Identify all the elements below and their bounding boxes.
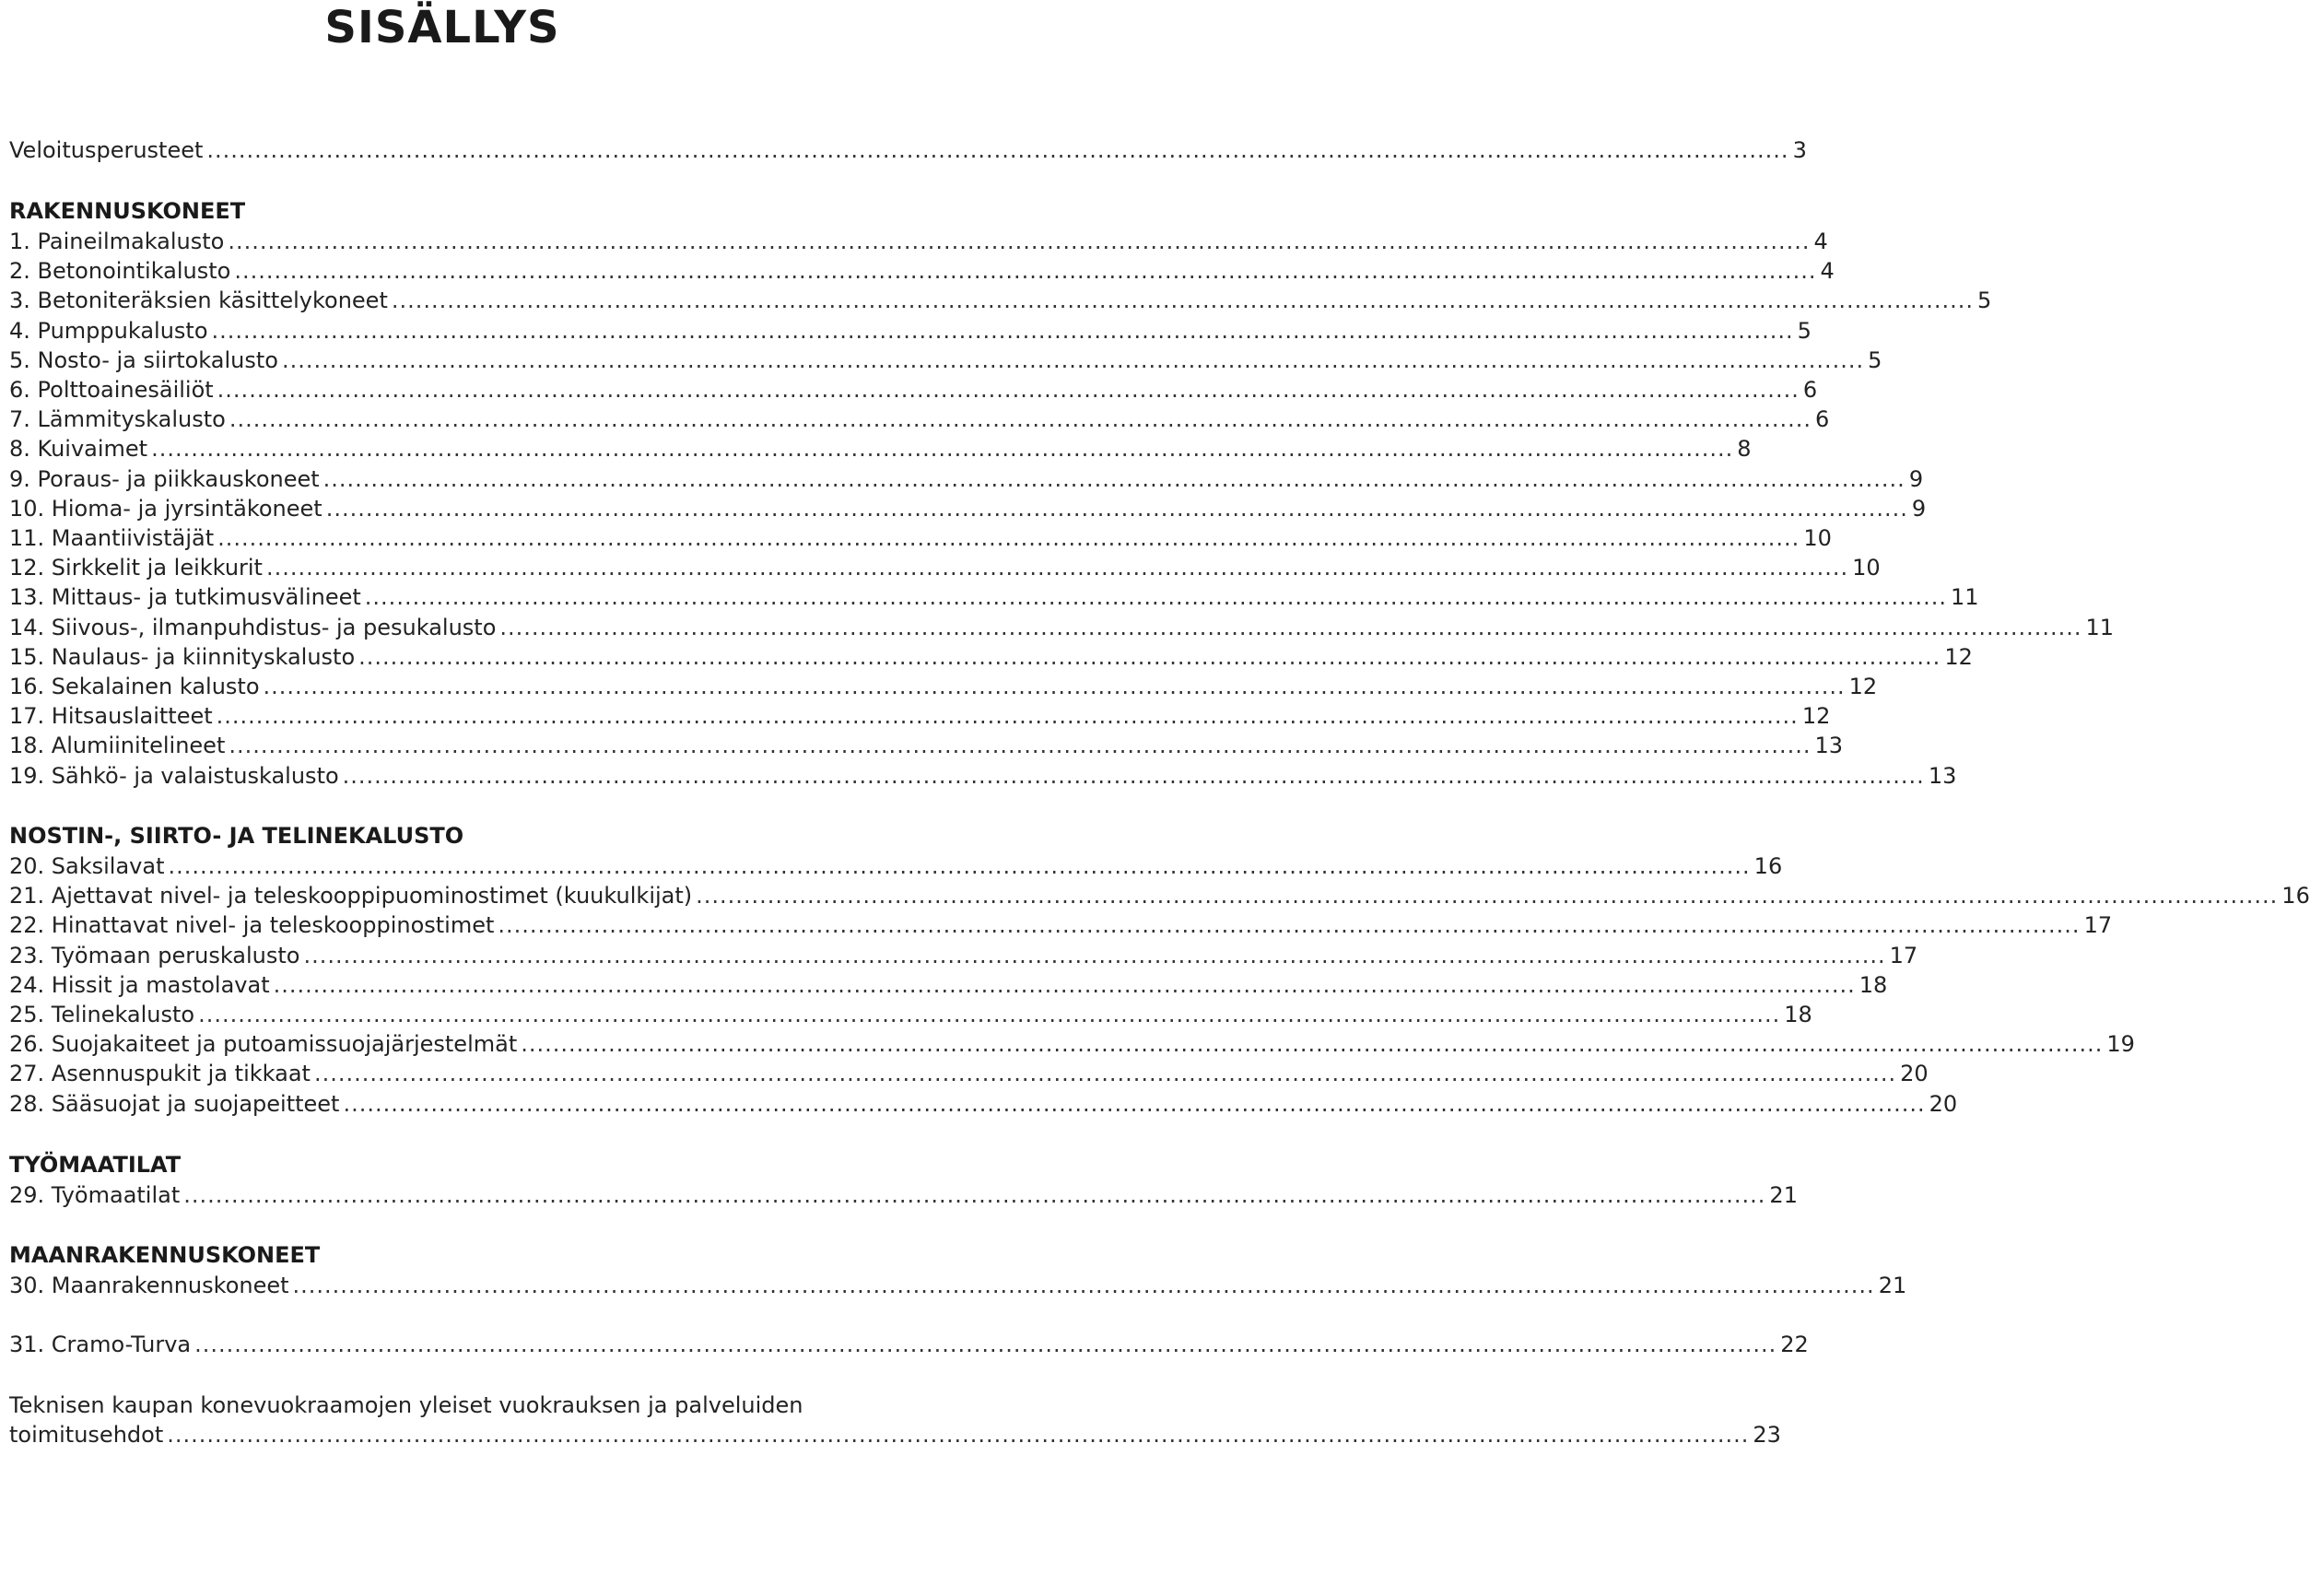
toc-entry-page: 20 bbox=[1900, 1061, 1929, 1087]
toc-entry[interactable] bbox=[9, 285, 1992, 316]
toc-entry-page: 5 bbox=[1977, 288, 1992, 314]
toc-entry-page: 5 bbox=[1797, 317, 1812, 344]
toc-entry-page: 10 bbox=[1852, 555, 1881, 581]
toc-entry-terms-line1: Teknisen kaupan konevuokraamojen yleiset vuokrauksen ja palveluiden bbox=[9, 1392, 803, 1418]
toc-entry-veloitusperusteet[interactable] bbox=[9, 135, 1807, 166]
toc-entry[interactable] bbox=[9, 433, 1752, 464]
toc-entry[interactable] bbox=[9, 1028, 2135, 1060]
toc-entry-label: 3. Betoniteräksien käsittelykoneet bbox=[9, 288, 388, 314]
toc-entry-label: 11. Maantiivistäjät bbox=[9, 525, 215, 551]
toc-entry-label: 31. Cramo-Turva bbox=[9, 1332, 192, 1357]
dot-leader: ....................................................................................................................................................................................................... bbox=[216, 703, 1799, 730]
toc-entry-label: 15. Naulaus- ja kiinnityskalusto bbox=[9, 643, 356, 670]
toc-entry-label: 12. Sirkkelit ja leikkurit bbox=[9, 555, 263, 581]
dot-leader: ....................................................................................................................................................................................................... bbox=[498, 912, 2081, 939]
dot-leader: ....................................................................................................................................................................................................... bbox=[343, 1090, 1926, 1117]
toc-entry-page: 12 bbox=[1848, 674, 1878, 699]
toc-entry[interactable] bbox=[9, 581, 1979, 613]
toc-entry[interactable] bbox=[9, 374, 1818, 405]
toc-entry[interactable] bbox=[9, 612, 2115, 643]
toc-entry[interactable] bbox=[9, 1179, 1798, 1211]
toc-entry[interactable] bbox=[9, 880, 2310, 911]
toc-entry-page: 23 bbox=[1753, 1422, 1781, 1448]
toc-entry[interactable] bbox=[9, 999, 1812, 1030]
section-heading-nostin-siirto-telinekalusto: NOSTIN-, SIIRTO- JA TELINEKALUSTO bbox=[9, 823, 464, 849]
toc-entry[interactable] bbox=[9, 345, 1882, 376]
toc-entry[interactable] bbox=[9, 1058, 1929, 1089]
toc-entry-label: 5. Nosto- ja siirtokalusto bbox=[9, 346, 278, 373]
toc-entry-page: 16 bbox=[2281, 883, 2310, 909]
dot-leader: ....................................................................................................................................................................................................... bbox=[265, 555, 1849, 581]
toc-entry[interactable] bbox=[9, 851, 1783, 882]
toc-entry[interactable] bbox=[9, 1088, 1958, 1120]
toc-entry-label: 19. Sähkö- ja valaistuskalusto bbox=[9, 762, 339, 789]
dot-leader: ....................................................................................................................................................................................................... bbox=[342, 762, 1925, 789]
toc-entry-label: 29. Työmaatilat bbox=[9, 1182, 181, 1208]
toc-entry-label: 30. Maanrakennuskoneet bbox=[9, 1273, 289, 1298]
toc-entry-label: 9. Poraus- ja piikkauskoneet bbox=[9, 465, 320, 492]
dot-leader: ....................................................................................................................................................................................................... bbox=[263, 674, 1846, 699]
dot-leader: ....................................................................................................................................................................................................... bbox=[217, 377, 1800, 403]
toc-entry-label: 2. Betonointikalusto bbox=[9, 258, 231, 285]
dot-leader: ....................................................................................................................................................................................................... bbox=[521, 1031, 2104, 1058]
toc-entry-page: 9 bbox=[1908, 465, 1924, 492]
toc-entry[interactable] bbox=[9, 760, 1957, 792]
toc-entry[interactable] bbox=[9, 255, 1835, 287]
dot-leader: ....................................................................................................................................................................................................... bbox=[281, 346, 1865, 373]
dot-leader: ....................................................................................................................................................................................................... bbox=[364, 584, 1947, 611]
toc-entry-label: 18. Alumiinitelineet bbox=[9, 733, 226, 759]
section-heading-tyomaatilat: TYÖMAATILAT bbox=[9, 1152, 182, 1178]
toc-entry-label: 14. Siivous-, ilmanpuhdistus- ja pesukalusto bbox=[9, 614, 497, 640]
toc-entry-page: 20 bbox=[1929, 1090, 1958, 1117]
toc-entry-label: 20. Saksilavat bbox=[9, 853, 165, 879]
dot-leader: ....................................................................................................................................................................................................... bbox=[229, 733, 1812, 759]
toc-entry-page: 21 bbox=[1769, 1182, 1798, 1208]
toc-entry-label: 16. Sekalainen kalusto bbox=[9, 674, 260, 699]
dot-leader: ....................................................................................................................................................................................................... bbox=[206, 137, 1789, 163]
toc-entry-label: 27. Asennuspukit ja tikkaat bbox=[9, 1061, 311, 1087]
dot-leader: ....................................................................................................................................................................................................... bbox=[229, 406, 1812, 433]
toc-entry-label: 13. Mittaus- ja tutkimusvälineet bbox=[9, 584, 361, 611]
dot-leader: ....................................................................................................................................................................................................... bbox=[211, 317, 1794, 344]
toc-entry-label: 24. Hissit ja mastolavat bbox=[9, 971, 270, 998]
toc-entry[interactable] bbox=[9, 671, 1878, 702]
toc-entry[interactable] bbox=[9, 909, 2113, 941]
toc-entry-label: 8. Kuivaimet bbox=[9, 436, 148, 463]
toc-entry[interactable] bbox=[9, 641, 1973, 673]
toc-entry[interactable] bbox=[9, 969, 1888, 1001]
dot-leader: ....................................................................................................................................................................................................... bbox=[217, 525, 1800, 551]
toc-entry-toimitusehdot[interactable] bbox=[9, 1419, 1781, 1450]
toc-entry-page: 18 bbox=[1784, 1002, 1812, 1027]
toc-entry-page: 6 bbox=[1814, 406, 1830, 433]
toc-entry-label: 21. Ajettavat nivel- ja teleskooppipuominostimet (kuukulkijat) bbox=[9, 883, 693, 909]
dot-leader: ....................................................................................................................................................................................................... bbox=[499, 614, 2082, 640]
toc-entry-page: 5 bbox=[1868, 346, 1882, 373]
toc-entry-page: 10 bbox=[1803, 525, 1832, 551]
toc-entry[interactable] bbox=[9, 493, 1927, 524]
toc-entry-page: 4 bbox=[1813, 229, 1828, 254]
toc-entry-label: 6. Polttoainesäiliöt bbox=[9, 377, 214, 403]
section-heading-rakennuskoneet: RAKENNUSKONEET bbox=[9, 198, 246, 224]
dot-leader: ....................................................................................................................................................................................................... bbox=[273, 971, 1856, 998]
toc-entry-page: 12 bbox=[1801, 703, 1831, 730]
toc-entry-label: 25. Telinekalusto bbox=[9, 1002, 195, 1027]
dot-leader: ....................................................................................................................................................................................................... bbox=[322, 465, 1905, 492]
toc-entry-page: 8 bbox=[1737, 436, 1752, 463]
toc-entry-label: 1. Paineilmakalusto bbox=[9, 229, 225, 254]
toc-entry[interactable] bbox=[9, 226, 1828, 257]
toc-entry-page: 13 bbox=[1928, 762, 1957, 789]
dot-leader: ....................................................................................................................................................................................................... bbox=[183, 1182, 1766, 1208]
dot-leader: ....................................................................................................................................................................................................... bbox=[303, 942, 1886, 968]
toc-entry[interactable] bbox=[9, 404, 1830, 435]
toc-entry[interactable] bbox=[9, 315, 1812, 346]
page-title: SISÄLLYS bbox=[324, 2, 560, 53]
toc-entry-page: 12 bbox=[1944, 643, 1973, 670]
toc-entry-page: 17 bbox=[1889, 942, 1918, 968]
toc-entry-cramo-turva[interactable] bbox=[9, 1329, 1809, 1360]
toc-entry-page: 16 bbox=[1753, 853, 1783, 879]
toc-entry-label: 28. Sääsuojat ja suojapeitteet bbox=[9, 1090, 340, 1117]
toc-entry-page: 9 bbox=[1911, 495, 1927, 522]
toc-entry-page: 17 bbox=[2083, 912, 2113, 939]
dot-leader: ....................................................................................................................................................................................................... bbox=[198, 1002, 1781, 1027]
dot-leader: ....................................................................................................................................................................................................... bbox=[391, 288, 1975, 314]
dot-leader: ....................................................................................................................................................................................................... bbox=[151, 436, 1734, 463]
toc-entry-label: 7. Lämmityskalusto bbox=[9, 406, 226, 433]
toc-entry-page: 6 bbox=[1802, 377, 1818, 403]
dot-leader: ....................................................................................................................................................................................................... bbox=[325, 495, 1908, 522]
toc-entry-label: 26. Suojakaiteet ja putoamissuojajärjestelmät bbox=[9, 1031, 518, 1058]
toc-entry-page: 22 bbox=[1780, 1332, 1809, 1357]
toc-entry[interactable] bbox=[9, 522, 1832, 554]
dot-leader: ....................................................................................................................................................................................................... bbox=[292, 1273, 1875, 1298]
toc-entry-page: 4 bbox=[1820, 258, 1835, 285]
toc-entry-page: 19 bbox=[2106, 1031, 2135, 1058]
toc-entry-page: 3 bbox=[1792, 137, 1807, 163]
dot-leader: ....................................................................................................................................................................................................... bbox=[167, 1422, 1750, 1448]
toc-entry-page: 21 bbox=[1878, 1273, 1907, 1298]
toc-entry-label: 23. Työmaan peruskalusto bbox=[9, 942, 300, 968]
dot-leader: ....................................................................................................................................................................................................... bbox=[358, 643, 1941, 670]
toc-entry[interactable] bbox=[9, 464, 1924, 495]
toc-entry-label: 22. Hinattavat nivel- ja teleskooppinostimet bbox=[9, 912, 495, 939]
toc-entry[interactable] bbox=[9, 730, 1844, 761]
toc-entry[interactable] bbox=[9, 552, 1881, 583]
toc-entry[interactable] bbox=[9, 1270, 1907, 1301]
toc-entry-page: 18 bbox=[1859, 971, 1888, 998]
dot-leader: ....................................................................................................................................................................................................... bbox=[234, 258, 1817, 285]
toc-entry[interactable] bbox=[9, 700, 1831, 732]
dot-leader: ....................................................................................................................................................................................................... bbox=[313, 1061, 1897, 1087]
toc-entry-label: 4. Pumppukalusto bbox=[9, 317, 208, 344]
toc-entry-page: 13 bbox=[1814, 733, 1844, 759]
toc-entry-label: toimitusehdot bbox=[9, 1422, 164, 1448]
toc-entry-label: 17. Hitsauslaitteet bbox=[9, 703, 213, 730]
section-heading-maanrakennuskoneet: MAANRAKENNUSKONEET bbox=[9, 1242, 321, 1268]
toc-entry-page: 11 bbox=[2085, 614, 2115, 640]
toc-entry-page: 11 bbox=[1950, 584, 1979, 611]
toc-entry[interactable] bbox=[9, 940, 1918, 971]
dot-leader: ....................................................................................................................................................................................................... bbox=[168, 853, 1751, 879]
toc-entry-label: 10. Hioma- ja jyrsintäkoneet bbox=[9, 495, 322, 522]
dot-leader: ....................................................................................................................................................................................................... bbox=[696, 883, 2279, 909]
dot-leader: ....................................................................................................................................................................................................... bbox=[228, 229, 1811, 254]
toc-entry-label: Veloitusperusteet bbox=[9, 137, 204, 163]
dot-leader: ....................................................................................................................................................................................................... bbox=[194, 1332, 1777, 1357]
